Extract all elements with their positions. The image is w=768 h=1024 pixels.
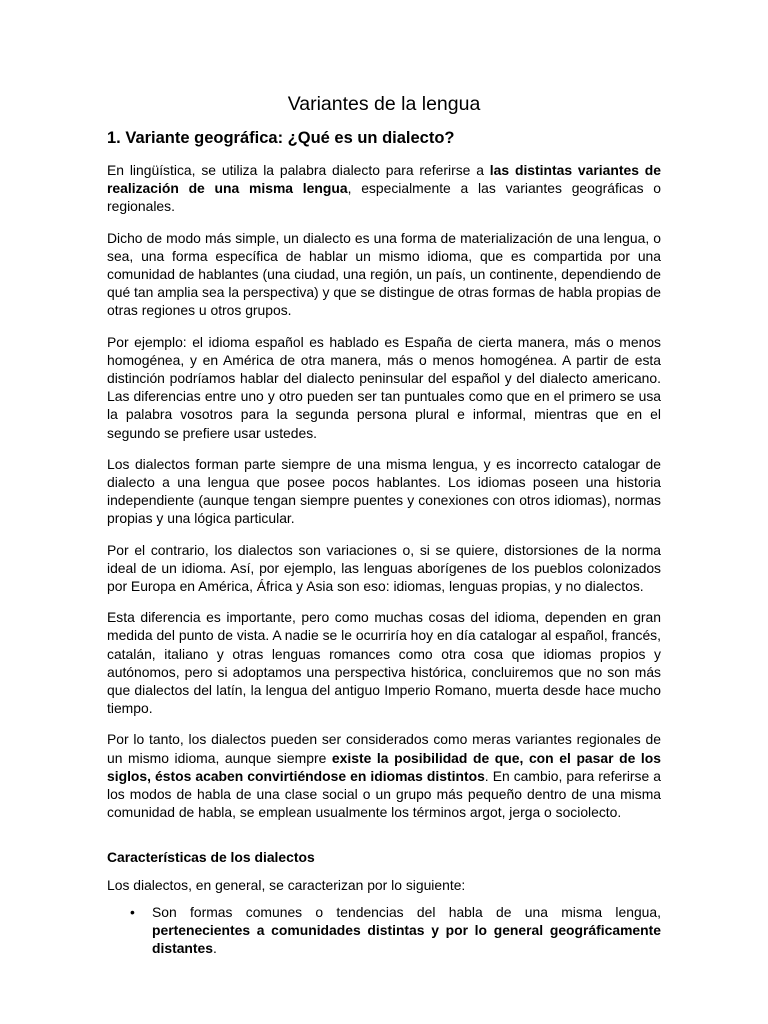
paragraph-7-text-c: . En cambio, para referirse a los modos de habla de una clase social o un grupo más pequeño dentro de una misma comunidad de habla, se emplean usualmente los términos argot, jerga o sociolecto.	[107, 767, 661, 821]
paragraph-1	[107, 161, 661, 216]
list-item-emphasis: pertenecientes a comunidades distintas y por lo general geográficamente distantes	[152, 922, 661, 957]
paragraph-1-text-c: , especialmente a las variantes geográficas o regionales.	[107, 180, 662, 215]
paragraph-1-text-a: En lingüística, se utiliza la palabra dialecto para referirse a	[107, 162, 490, 178]
section-heading: 1. Variante geográfica: ¿Qué es un dialecto?	[107, 129, 455, 147]
paragraph-6: Esta diferencia es importante, pero como muchas cosas del idioma, dependen en gran medida del punto de vista. A nadie se le ocurriría hoy en día catalogar al español, francés, catalán, italiano y otras lenguas romances como otra cosa que idiomas propios y autónomos, pero si adoptamos una perspectiva histórica, concluiremos que no son más que dialectos del latín, la lengua del antiguo Imperio Romano, muerta desde hace mucho tiempo.	[107, 609, 661, 717]
paragraph-5: Por el contrario, los dialectos son variaciones o, si se quiere, distorsiones de la norma ideal de un idioma. Así, por ejemplo, las lenguas aborígenes de los pueblos colonizados por Europa en América, África y Asia son eso: idiomas, lenguas propias, y no dialectos.	[107, 541, 661, 595]
document-title: Variantes de la lengua	[287, 93, 481, 115]
bullet-icon: •	[130, 903, 135, 920]
paragraph-1-emphasis: las distintas variantes de realización de una misma lengua	[107, 162, 661, 197]
characteristics-list	[107, 903, 661, 958]
paragraph-3: Por ejemplo: el idioma español es hablado es España de cierta manera, más o menos homogénea, y en América de otra manera, más o menos homogénea. A partir de esta distinción podríamos hablar del dialecto peninsular del español y del dialecto americano. Las diferencias entre uno y otro pueden ser tan puntuales como que en el primero se usa la palabra vosotros para la segunda persona plural e informal, mientras que en el segundo se prefiere usar ustedes.	[107, 333, 661, 441]
list-item-text-c: .	[212, 940, 217, 957]
paragraph-7	[107, 730, 661, 821]
list-item	[107, 903, 661, 958]
paragraph-2: Dicho de modo más simple, un dialecto es una forma de materialización de una lengua, o sea, una forma específica de hablar un mismo idioma, que es compartida por una comunidad de hablantes (una ciudad, una región, un país, un continente, dependiendo de qué tan amplia sea la perspectiva) y que se distingue de otras formas de habla propias de otras regiones u otros grupos.	[107, 229, 661, 319]
paragraph-4: Los dialectos forman parte siempre de una misma lengua, y es incorrecto catalogar de dialecto a una lengua que posee pocos hablantes. Los idiomas poseen una historia independiente (aunque tengan siempre puentes y conexiones con otros idiomas), normas propias y una lógica particular.	[107, 455, 661, 527]
list-intro: Los dialectos, en general, se caracterizan por lo siguiente:	[107, 876, 466, 893]
paragraph-7-emphasis: existe la posibilidad de que, con el pasar de los siglos, éstos acaben convirtiéndose en idiomas distintos	[107, 749, 661, 784]
paragraph-7-text-a: Por lo tanto, los dialectos pueden ser considerados como meras variantes regionales de un mismo idioma, aunque siempre	[107, 731, 661, 766]
document-page	[107, 92, 661, 958]
list-item-text-a: Son formas comunes o tendencias del habla de una misma lengua,	[152, 903, 661, 920]
subsection-heading: Características de los dialectos	[107, 848, 315, 865]
